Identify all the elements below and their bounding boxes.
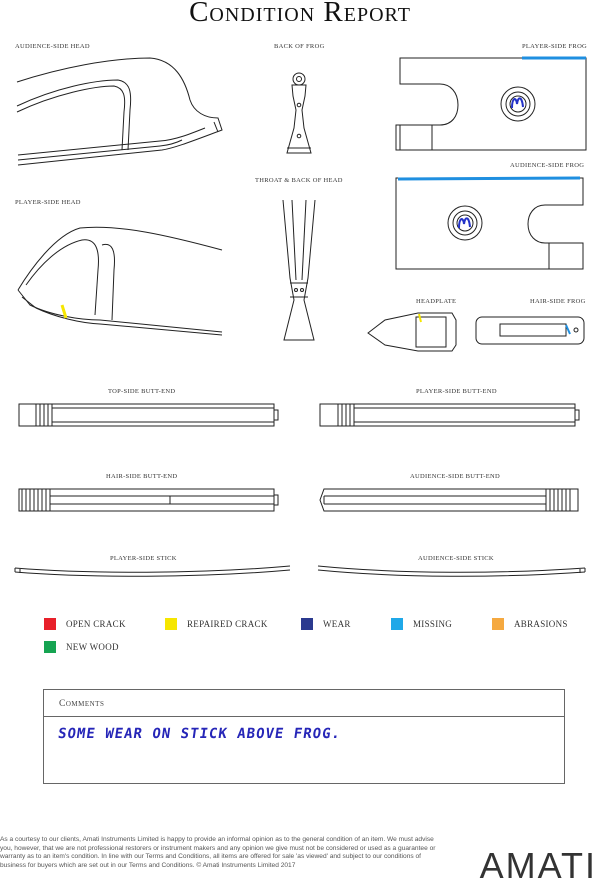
diagram-audience-side-stick [318,566,585,576]
label-hair-side-butt-end: HAIR-SIDE BUTT-END [106,473,178,480]
label-back-of-frog: BACK OF FROG [274,43,325,50]
page-title: Condition Report [189,0,411,28]
diagram-hair-side-butt-end [19,489,278,511]
repaired-crack-swatch [165,618,177,630]
abrasions-swatch [492,618,504,630]
comments-handwritten-text: SOME WEAR ON STICK ABOVE FROG. [56,726,342,742]
new-wood-swatch [44,641,56,653]
diagram-audience-side-butt-end [320,489,578,511]
label-player-side-frog: PLAYER-SIDE FROG [522,43,588,50]
comments-heading: Comments [44,690,564,717]
diagram-headplate [368,313,456,351]
open-crack-swatch [44,618,56,630]
legend-label: MISSING [413,619,453,629]
legend-label: WEAR [323,619,351,629]
legend-repaired-crack [165,617,268,631]
legend-wear [301,617,351,631]
diagram-player-side-stick [15,566,290,576]
diagram-back-of-frog [287,73,311,153]
diagram-audience-side-frog [396,178,583,269]
label-player-side-butt-end: PLAYER-SIDE BUTT-END [416,388,497,395]
label-audience-side-butt-end: AUDIENCE-SIDE BUTT-END [410,473,500,480]
legend-abrasions [492,617,568,631]
disclaimer-text: As a courtesy to our clients, Amati Instruments Limited is happy to provide an informal opinion as to the general condition of an item. We must advise you, however, that we are not professional restorers or instrument makers and any opinion we give must not be considered or used as a guarantee or warranty as to an item's condition. In line with our Terms and Conditions, all items are offered for sale 'as viewed' and subject to our conditions of business for buyers which are set out in our Terms and Conditions. © Amati Instruments Limited 2017 [0,836,436,869]
label-top-side-butt-end: TOP-SIDE BUTT-END [108,388,176,395]
label-headplate: HEADPLATE [416,298,457,305]
legend-missing [391,617,452,631]
legend-label: ABRASIONS [514,619,568,629]
missing-swatch [391,618,403,630]
legend-new-wood [44,640,119,654]
diagram-throat-back-of-head [283,200,315,340]
label-player-side-stick: PLAYER-SIDE STICK [110,555,177,562]
label-player-side-head: PLAYER-SIDE HEAD [15,199,81,206]
diagram-player-side-head [18,227,222,335]
diagram-hair-side-frog [476,317,584,344]
diagram-player-side-butt-end [320,404,579,426]
diagram-player-side-frog [396,58,586,150]
legend-label: NEW WOOD [66,642,119,652]
missing-mark [398,178,580,179]
label-audience-side-frog: AUDIENCE-SIDE FROG [510,162,585,169]
amati-logo: AMATI [479,845,597,886]
label-throat-back-of-head: THROAT & BACK OF HEAD [255,177,343,184]
diagram-top-side-butt-end [19,404,278,426]
label-hair-side-frog: HAIR-SIDE FROG [530,298,586,305]
diagram-audience-side-head [17,58,222,165]
wear-swatch [301,618,313,630]
legend-label: REPAIRED CRACK [187,619,268,629]
label-audience-side-head: AUDIENCE-SIDE HEAD [15,43,90,50]
legend-label: OPEN CRACK [66,619,126,629]
label-audience-side-stick: AUDIENCE-SIDE STICK [418,555,494,562]
comments-box [43,689,565,784]
legend-open-crack [44,617,126,631]
